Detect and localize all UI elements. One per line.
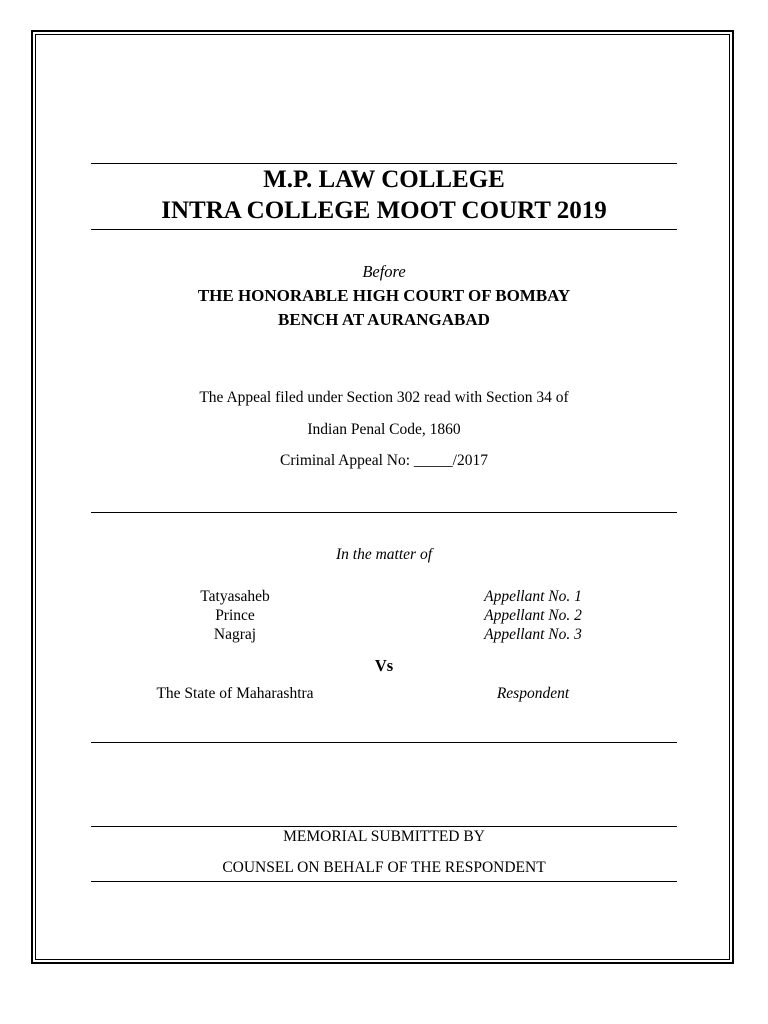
- court-name: THE HONORABLE HIGH COURT OF BOMBAY: [197, 286, 571, 305]
- appellant-3-name: Nagraj: [213, 626, 257, 643]
- respondent-role: Respondent: [496, 685, 570, 702]
- appeal-number: Criminal Appeal No: _____/2017: [280, 452, 488, 469]
- appellant-1-name: Tatyasaheb: [200, 588, 270, 605]
- appeal-code: Indian Penal Code, 1860: [307, 421, 461, 438]
- event-title: INTRA COLLEGE MOOT COURT 2019: [161, 197, 607, 224]
- appellant-2-role: Appellant No. 2: [484, 607, 582, 624]
- respondent-name: The State of Maharashtra: [156, 685, 314, 702]
- counsel-respondent: COUNSEL ON BEHALF OF THE RESPONDENT: [222, 859, 546, 876]
- appellant-2-name: Prince: [215, 607, 255, 624]
- before-label: Before: [362, 262, 406, 281]
- footer-bottom-rule: [91, 881, 677, 882]
- appeal-section: The Appeal filed under Section 302 read with Section 34 of: [199, 389, 569, 406]
- court-bench: BENCH AT AURANGABAD: [278, 310, 490, 329]
- appellant-1-role: Appellant No. 1: [484, 588, 582, 605]
- college-name: M.P. LAW COLLEGE: [263, 166, 505, 193]
- footer-top-rule: [91, 826, 677, 827]
- title-bottom-rule: [91, 229, 677, 230]
- versus-label: Vs: [374, 656, 394, 675]
- memorial-submitted-by: MEMORIAL SUBMITTED BY: [283, 828, 485, 845]
- title-top-rule: [91, 163, 677, 164]
- matter-top-rule: [91, 512, 677, 513]
- matter-bottom-rule: [91, 742, 677, 743]
- matter-intro: In the matter of: [336, 546, 432, 563]
- appellant-3-role: Appellant No. 3: [484, 626, 582, 643]
